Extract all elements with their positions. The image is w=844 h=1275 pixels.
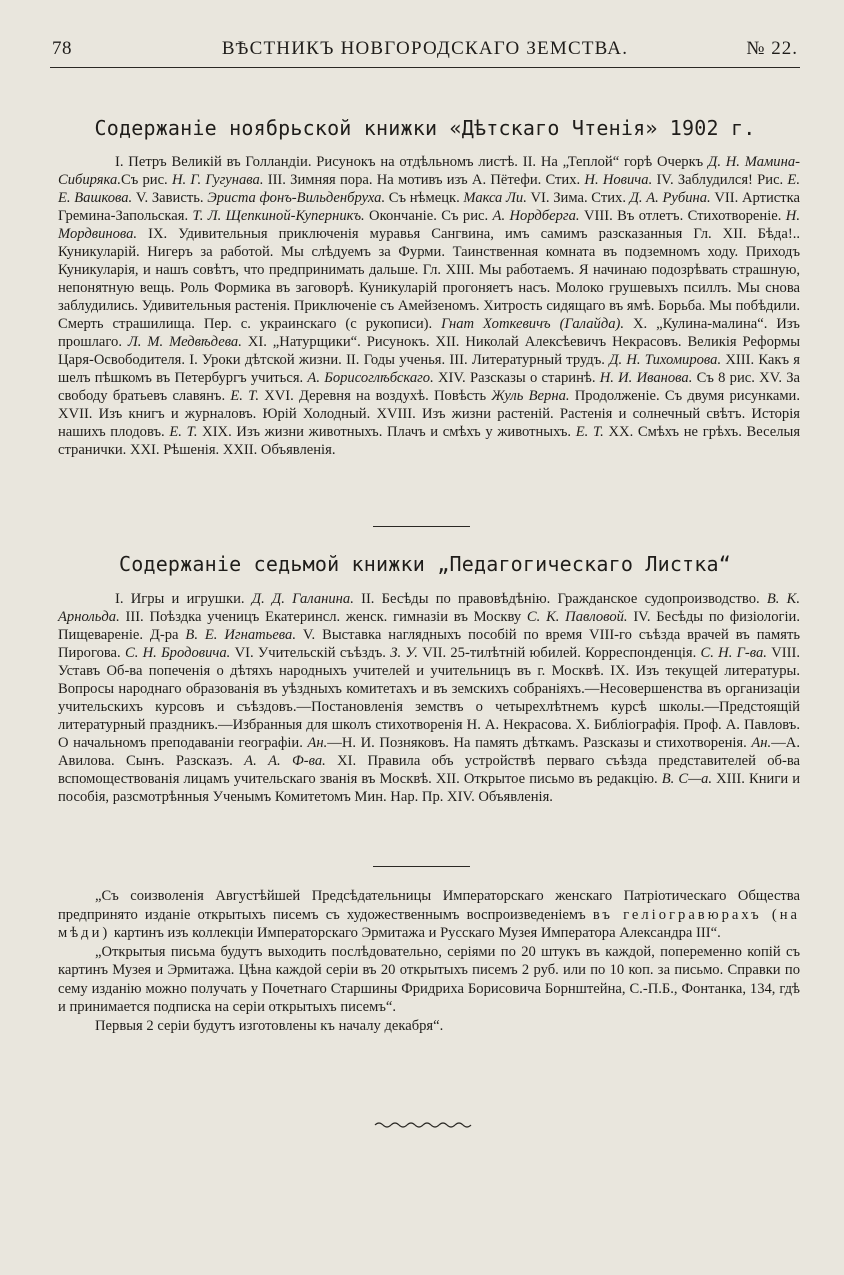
italic-credit: Ан. (751, 735, 772, 751)
italic-credit: А. А. Ф-ва. (244, 753, 326, 769)
text-run: XIX. Изъ жизни животныхъ. Плачъ и смѣхъ у животныхъ. (197, 424, 576, 440)
italic-credit: Д. Д. Галанина. (251, 591, 354, 607)
italic-credit: С. К. Павловой. (526, 609, 628, 625)
italic-credit: Е. Т. (169, 424, 198, 440)
italic-credit: А. Борисоглѣбскаго. (307, 370, 434, 386)
text-run: —А. Авилова. Сынъ. Разсказъ. (58, 735, 800, 769)
text-run: „Съ соизволенія Августѣйшей Предсѣдательницы Императорскаго женскаго Патріотическаго Общества предпринято изданіе открытыхъ писемъ съ художественнымъ воспроизведеніемъ (58, 888, 800, 923)
italic-credit: Д. Н. Тихомирова. (609, 352, 722, 368)
text-run: VIII. Въ отлетъ. Стихотвореніе. (579, 208, 786, 224)
italic-credit: Н. Новича. (584, 172, 653, 188)
section-title-detskoe-chtenie: Содержаніе ноябрьской книжки «Дѣтскаго Чтенія» 1902 г. (94, 116, 756, 140)
text-run: XIII. Книги и пособія, разсмотрѣнныя Ученымъ Комитетомъ Мин. Нар. Пр. XIV. Объявленія. (58, 771, 801, 805)
italic-credit: В. Е. Игнатьева. (185, 627, 296, 643)
italic-credit: Гнат Хоткевичъ (Галайда). (441, 316, 625, 332)
section-divider (373, 526, 470, 527)
italic-credit: Жуль Верна. (491, 388, 570, 404)
running-head (52, 38, 798, 66)
notice-paragraph-2 (58, 943, 800, 1017)
text-run: Окончаніе. Съ рис. (364, 208, 493, 224)
text-run: VII. Артистка Гремина-Запольская. (58, 190, 800, 224)
header-rule (50, 67, 800, 68)
text-run: Съ нѣмецк. (385, 190, 464, 206)
spaced-emphasis: въ геліогравюрахъ (на мѣди) (58, 906, 800, 941)
text-run: X. „Кулина-малина“. Изъ прошлаго. (58, 316, 800, 350)
text-run: картинъ изъ коллекціи Императорскаго Эрмитажа и Русскаго Музея Императора Александра III“. (110, 925, 721, 941)
notice-paragraph-3 (58, 1017, 800, 1036)
section-body-detskoe-chtenie (58, 153, 800, 459)
italic-credit: С. Н. Бродовича. (124, 645, 231, 661)
italic-credit: В. К. Арнольда. (58, 591, 800, 625)
text-run: „Открытыя письма будутъ выходить послѣдовательно, серіями по 20 штукъ въ каждой, попеременно копій съ картинъ Музея и Эрмитажа. Цѣна каждой серіи въ 20 открытыхъ писемъ 2 руб. или по 10 коп. за письмо. Справки по сему изданію можно получать у Почетнаго Старшины Фридриха Борисовича Борнштейна, С.-П.Б., Фонтанка, 134, гдѣ и принимается подписка на серіи открытыхъ писемъ“. (58, 943, 800, 1015)
italic-credit: Е. Т. (230, 388, 259, 404)
italic-credit: Эриста фонъ-Вильденбруха. (207, 190, 386, 206)
journal-title: ВѢСТНИКЪ НОВГОРОДСКАГО ЗЕМСТВА. (221, 38, 629, 59)
text-run: XI. „Натурщики“. Рисунокъ. XII. Николай Алексѣевичъ Некрасовъ. Великія Реформы Царя-Освободителя. I. Уроки дѣтской жизни. II. Годы ученья. III. Литературный трудъ. (58, 334, 800, 368)
italic-credit: Н. И. Иванова. (599, 370, 693, 386)
text-run: IX. Удивительныя приключенія муравья Сангвина, имъ самимъ разсказанныя Гл. XII. Бѣда!.. Куникуларій. Нигеръ за работой. Мы слѣдуемъ за Фурми. Таинственная комната въ подземномъ ходу. Приходъ Куникуларія, и нашъ совѣтъ, что предпринимать дальше. Гл. XIII. Мы работаемъ. Я начинаю подозрѣвать страшную, непонятную вещь. Роль Формика въ заговорѣ. Куникуларій прогоняетъ насъ. Молоко грушевыхъ псиллъ. Мы снова заблудились. Удивительныя растенія. Приключеніе съ Амейзеномъ. Хитрость сидящаго въ ямѣ. Борьба. Мы побѣдили. Смерть страшилища. Пер. с. украинскаго (с рукописи). (58, 226, 800, 332)
text-run: VI. Зима. Стих. (526, 190, 630, 206)
text-run: XIII. Какъ я шелъ пѣшкомъ въ Петербургъ учиться. (58, 352, 800, 386)
text-run: I. Петръ Великій въ Голландіи. Рисунокъ на отдѣльномъ листѣ. II. На „Теплой“ горѣ Очеркъ (115, 154, 709, 170)
text-run: IV. Бесѣды по физіологіи. Пищевареніе. Д-ра (58, 609, 800, 643)
text-run: VII. 25-тилѣтній юбилей. Корреспонденція. (417, 645, 701, 661)
text-run: Продолженіе. Съ двумя рисунками. XVII. Изъ книгъ и журналовъ. Юрій Холодный. XVIII. Изъ жизни растеній. Растенія и солнечный свѣтъ. Исторія нашихъ плодовъ. (58, 388, 801, 440)
notice-divider (373, 866, 470, 867)
text-run: XVI. Деревня на воздухѣ. Повѣсть (258, 388, 492, 404)
section-body-pedagogicheskiy-listok (58, 590, 800, 806)
italic-credit: Ан. (307, 735, 328, 751)
italic-credit: В. С—а. (661, 771, 713, 787)
italic-credit: З. У. (390, 645, 418, 661)
text-run: II. Бесѣды по правовѣдѣнію. Гражданское судопроизводство. (353, 591, 767, 607)
italic-credit: Т. Л. Щепкиной-Куперникъ. (192, 208, 365, 224)
text-run: XIV. Разсказы о старинѣ. (433, 370, 600, 386)
text-run: IV. Заблудился! Рис. (652, 172, 788, 188)
text-run: V. Зависть. (132, 190, 208, 206)
text-run: —Н. И. Позняковъ. На память дѣткамъ. Разсказы и стихотворенія. (327, 735, 752, 751)
text-run: III. Поѣздка ученицъ Екатеринсл. женск. гимназіи въ Москву (119, 609, 527, 625)
text-run: Первыя 2 серіи будутъ изготовлены къ началу декабря“. (95, 1017, 444, 1034)
text-run: Съ рис. (120, 172, 172, 188)
italic-credit: А. Нордберга. (492, 208, 580, 224)
issue-number: № 22. (746, 38, 798, 59)
italic-credit: Н. Мордвинова. (58, 208, 800, 242)
notice-postcards (58, 887, 800, 1035)
italic-credit: Макса Ли. (463, 190, 527, 206)
text-run: XX. Смѣхъ не грѣхъ. Веселыя странички. XXI. Рѣшенія. XXII. Объявленія. (58, 424, 801, 458)
italic-credit: Д. Н. Мамина-Сибиряка. (58, 154, 800, 188)
text-run: VI. Учительскій съѣздъ. (230, 645, 391, 661)
notice-paragraph-1 (58, 887, 800, 943)
text-run: III. Зимняя пора. На мотивъ изъ А. Пётефи. Стих. (263, 172, 585, 188)
italic-credit: Е. Е. Вашкова. (58, 172, 800, 206)
italic-credit: С. Н. Г-ва. (700, 645, 767, 661)
text-run: VIII. Уставъ Об-ва попеченія о дѣтяхъ народныхъ учителей и учительницъ въ г. Москвѣ. IX. Изъ текущей литературы. Вопросы народнаго образованія въ уѣздныхъ комитетахъ и въ земскихъ собраніяхъ.—Несовершенства въ организаціи учительскихъ курсовъ и съѣздовъ.—Постановленія земствъ о четырехлѣтнемъ курсѣ школы.—Предстоящій литературный праздникъ.—Избранныя для школъ стихотворенія Н. А. Некрасова. X. Библіографія. Проф. А. Павловъ. О начальномъ преподаваніи географіи. (58, 645, 800, 751)
italic-credit: Н. Г. Гугунава. (171, 172, 264, 188)
italic-credit: Л. М. Медвѣдева. (127, 334, 242, 350)
page-number: 78 (52, 38, 72, 59)
end-ornament (373, 1120, 473, 1130)
text-run: V. Выставка наглядныхъ пособій по время VIII-го съѣзда врачей въ память Пирогова. (58, 627, 801, 661)
italic-credit: Е. Т. (575, 424, 604, 440)
text-run: XI. Правила объ устройствѣ перваго съѣзда представителей об-ва вспомоществованія лицамъ учительскаго званія въ Москвѣ. XII. Открытое письмо въ редакцію. (58, 753, 801, 787)
text-run: I. Игры и игрушки. (115, 591, 252, 607)
section-title-pedagogicheskiy-listok: Содержаніе седьмой книжки „Педагогическаго Листка“ (118, 552, 732, 576)
text-run: Съ 8 рис. XV. За свободу братьевъ славянъ. (58, 370, 801, 404)
italic-credit: Д. А. Рубина. (629, 190, 711, 206)
